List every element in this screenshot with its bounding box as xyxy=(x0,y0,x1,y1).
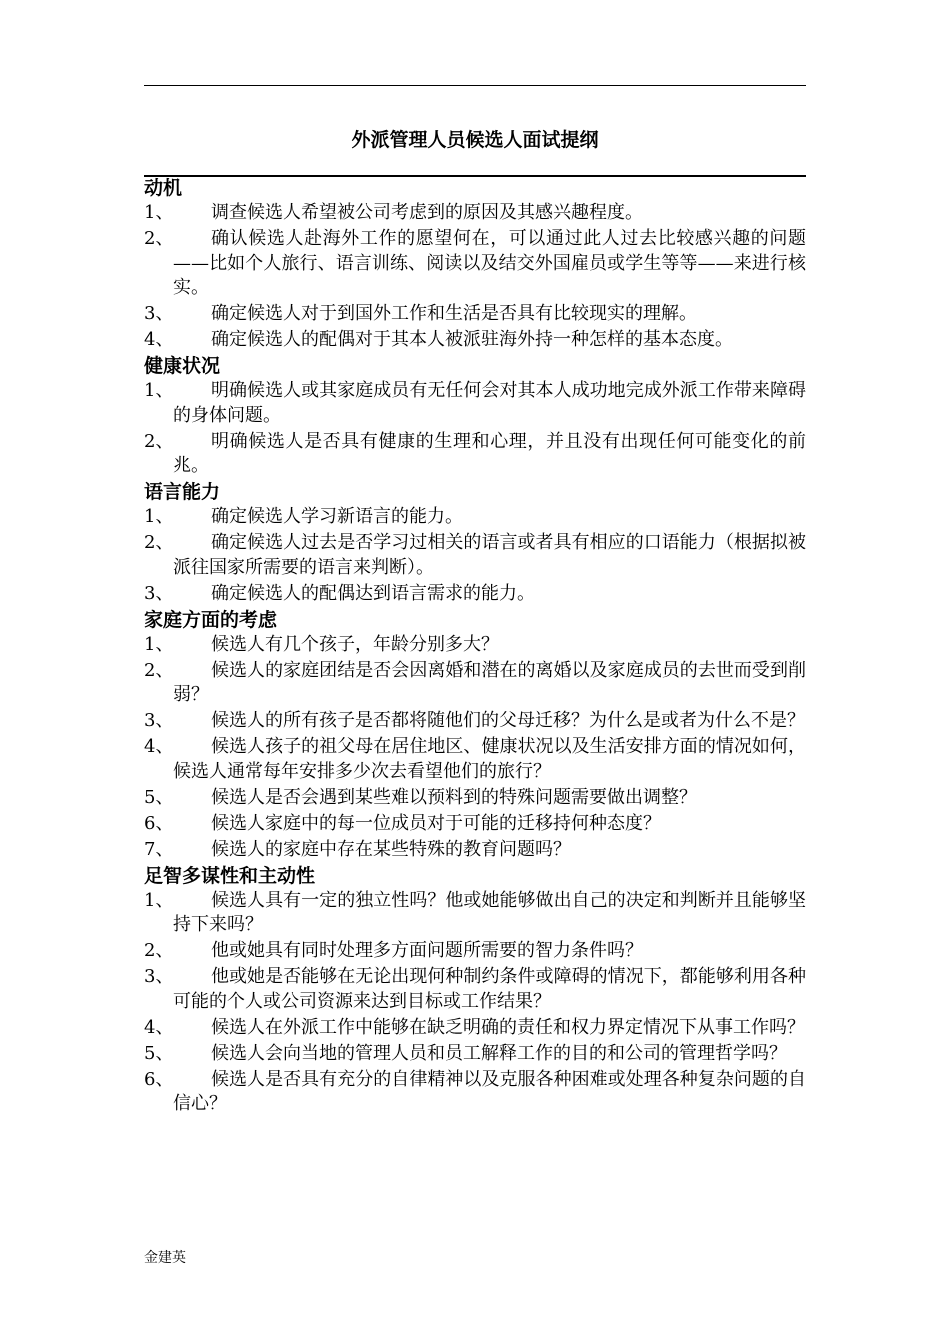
item-number: 4、 xyxy=(144,736,174,757)
list-item xyxy=(144,786,806,811)
item-number: 2、 xyxy=(144,430,174,452)
item-number: 3、 xyxy=(144,582,174,604)
item-text: 候选人在外派工作中能够在缺乏明确的责任和权力界定情况下从事工作吗？ xyxy=(211,1016,805,1038)
item-number: 1、 xyxy=(144,506,174,527)
item-text: 明确候选人或其家庭成员有无任何会对其本人成功地完成外派工作带来障碍的身体问题。 xyxy=(173,380,806,426)
item-number: 3、 xyxy=(144,710,174,731)
item-number: 1、 xyxy=(144,889,174,911)
list-item xyxy=(144,379,806,428)
item-number: 6、 xyxy=(144,812,174,834)
section-heading: 语言能力 xyxy=(144,481,221,503)
item-number: 6、 xyxy=(144,1068,174,1090)
item-number: 5、 xyxy=(144,1042,174,1064)
item-number: 2、 xyxy=(144,228,174,249)
header-rule xyxy=(144,85,806,86)
list-item xyxy=(144,1016,806,1041)
item-text: 候选人孩子的祖父母在居住地区、健康状况以及生活安排方面的情况如何，候选人通常每年安排多少次去看望他们的旅行？ xyxy=(173,736,806,782)
item-text: 候选人会向当地的管理人员和员工解释工作的目的和公司的管理哲学吗？ xyxy=(211,1042,787,1064)
document-title: 外派管理人员候选人面试提纲 xyxy=(351,129,599,151)
section-language xyxy=(144,480,806,606)
section-heading: 动机 xyxy=(144,177,183,199)
list-item xyxy=(144,838,806,863)
item-text: 调查候选人希望被公司考虑到的原因及其感兴趣程度。 xyxy=(211,202,643,223)
item-text: 候选人是否具有充分的自律精神以及克服各种困难或处理各种复杂问题的自信心？ xyxy=(173,1068,806,1114)
item-text: 候选人的所有孩子是否都将随他们的父母迁移？为什么是或者为什么不是？ xyxy=(211,710,805,731)
list-item xyxy=(144,1068,806,1117)
item-text: 确定候选人的配偶达到语言需求的能力。 xyxy=(211,582,535,604)
item-number: 2、 xyxy=(144,659,174,681)
section-health xyxy=(144,354,806,479)
item-text: 他或她是否能够在无论出现何种制约条件或障碍的情况下，都能够利用各种可能的个人或公司资源来达到目标或工作结果？ xyxy=(173,966,806,1012)
section-motivation xyxy=(144,176,806,353)
item-text: 确定候选人对于到国外工作和生活是否具有比较现实的理解。 xyxy=(211,303,697,324)
item-number: 7、 xyxy=(144,838,174,860)
list-item xyxy=(144,302,806,327)
item-text: 候选人具有一定的独立性吗？他或她能够做出自己的决定和判断并且能够坚持下来吗？ xyxy=(173,889,806,935)
section-heading: 家庭方面的考虑 xyxy=(144,608,278,631)
item-text: 明确候选人是否具有健康的生理和心理，并且没有出现任何可能变化的前兆。 xyxy=(173,430,806,476)
item-number: 2、 xyxy=(144,532,174,553)
list-item xyxy=(144,582,806,607)
list-item xyxy=(144,889,806,938)
item-text: 候选人家庭中的每一位成员对于可能的迁移持何种态度？ xyxy=(211,812,661,834)
section-family xyxy=(144,608,806,863)
item-text: 确认候选人赴海外工作的愿望何在，可以通过此人过去比较感兴趣的问题——比如个人旅行、语言训练、阅读以及结交外国雇员或学生等等——来进行核实。 xyxy=(173,228,806,298)
list-item xyxy=(144,430,806,479)
item-text: 候选人的家庭团结是否会因离婚和潜在的离婚以及家庭成员的去世而受到削弱？ xyxy=(173,659,806,705)
item-number: 3、 xyxy=(144,303,174,324)
item-number: 4、 xyxy=(144,1016,174,1038)
item-text: 他或她具有同时处理多方面问题所需要的智力条件吗？ xyxy=(211,940,643,961)
section-resourcefulness xyxy=(144,864,806,1117)
section-heading: 足智多谋性和主动性 xyxy=(144,864,316,887)
list-item xyxy=(144,1042,806,1067)
list-item xyxy=(144,328,806,353)
item-text: 候选人是否会遇到某些难以预料到的特殊问题需要做出调整？ xyxy=(211,786,697,808)
list-item xyxy=(144,201,806,226)
list-item xyxy=(144,965,806,1014)
item-text: 候选人有几个孩子，年龄分别多大？ xyxy=(211,633,499,655)
list-item xyxy=(144,227,806,301)
list-item xyxy=(144,709,806,734)
item-text: 确定候选人学习新语言的能力。 xyxy=(211,506,463,527)
item-number: 1、 xyxy=(144,202,174,223)
list-item xyxy=(144,633,806,658)
item-number: 4、 xyxy=(144,329,174,350)
item-text: 确定候选人过去是否学习过相关的语言或者具有相应的口语能力（根据拟被派往国家所需要的语言来判断）。 xyxy=(173,532,806,578)
footer-author: 金建英 xyxy=(144,1250,186,1266)
item-number: 1、 xyxy=(144,633,174,655)
list-item xyxy=(144,812,806,837)
document-body xyxy=(144,176,806,1118)
item-text: 候选人的家庭中存在某些特殊的教育问题吗？ xyxy=(211,838,571,860)
item-number: 2、 xyxy=(144,940,174,961)
list-item xyxy=(144,735,806,784)
list-item xyxy=(144,531,806,580)
item-number: 3、 xyxy=(144,966,174,987)
item-number: 1、 xyxy=(144,380,174,401)
item-number: 5、 xyxy=(144,786,174,808)
list-item xyxy=(144,505,806,530)
item-text: 确定候选人的配偶对于其本人被派驻海外持一种怎样的基本态度。 xyxy=(211,329,733,350)
list-item xyxy=(144,659,806,708)
list-item xyxy=(144,939,806,964)
section-heading: 健康状况 xyxy=(144,355,221,377)
